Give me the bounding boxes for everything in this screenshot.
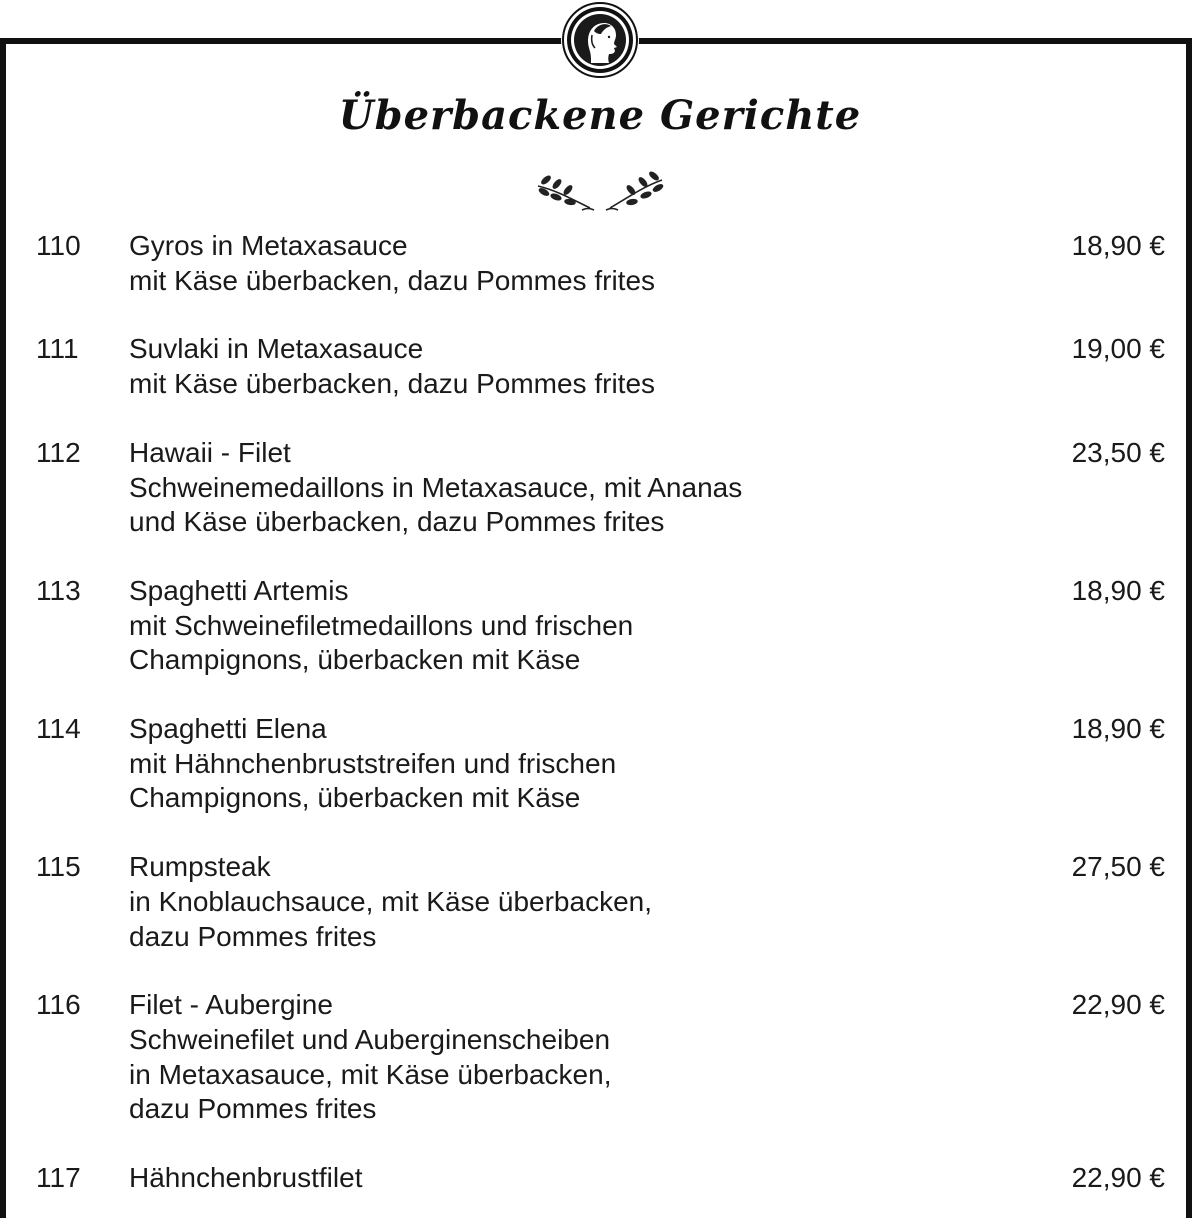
item-name: Spaghetti Elena — [129, 713, 327, 745]
item-price: 19,00 € — [1071, 333, 1165, 365]
menu-item-111 — [0, 332, 1200, 401]
menu-item-113 — [0, 574, 1200, 678]
item-price: 22,90 € — [1071, 1162, 1165, 1194]
menu-list — [0, 229, 1200, 1230]
item-price: 18,90 € — [1071, 574, 1165, 606]
item-price: 27,50 € — [1071, 851, 1165, 883]
item-number: 115 — [36, 851, 81, 883]
menu-item-117 — [0, 1161, 1200, 1196]
item-number: 110 — [36, 230, 81, 261]
item-number: 111 — [36, 333, 79, 365]
item-number: 112 — [36, 436, 81, 468]
menu-item-112 — [0, 436, 1200, 540]
item-price: 22,90 € — [1071, 989, 1165, 1021]
item-name: Hawaii - Filet — [129, 436, 291, 468]
menu-item-116 — [0, 988, 1200, 1127]
item-number: 116 — [36, 989, 81, 1021]
page-title: Überbackene Gerichte — [338, 92, 862, 139]
item-name: Hähnchenbrustfilet — [129, 1162, 363, 1194]
item-description: in Knoblauchsauce, mit Käse überbacken, dazu Pommes frites — [129, 885, 652, 952]
item-price: 23,50 € — [1071, 436, 1165, 468]
item-price: 18,90 € — [1071, 713, 1165, 745]
item-description: Schweinefilet und Auberginenscheiben in Metaxasauce, mit Käse überbacken, dazu Pommes frites — [129, 1023, 612, 1125]
item-description: mit Käse überbacken, dazu Pommes frites — [129, 264, 656, 296]
item-description: mit Hähnchenbruststreifen und frischen Champignons, überbacken mit Käse — [129, 747, 617, 814]
item-description: mit Käse überbacken, dazu Pommes frites — [129, 368, 656, 400]
item-number: 117 — [36, 1162, 81, 1194]
item-number: 113 — [36, 574, 81, 606]
olive-branch-ornament-icon — [530, 170, 670, 214]
menu-item-115 — [0, 850, 1200, 954]
item-description: mit Schweinefiletmedaillons und frischen Champignons, überbacken mit Käse — [129, 609, 634, 676]
item-number: 114 — [36, 713, 81, 745]
item-price: 18,90 € — [1071, 230, 1165, 261]
menu-item-110 — [0, 229, 1200, 298]
item-name: Gyros in Metaxasauce — [129, 230, 408, 261]
greek-goddess-medallion-icon — [561, 1, 639, 79]
item-name: Suvlaki in Metaxasauce — [129, 333, 424, 365]
item-name: Filet - Aubergine — [129, 989, 333, 1021]
item-name: Spaghetti Artemis — [129, 574, 349, 606]
menu-item-114 — [0, 712, 1200, 816]
item-description: Schweinemedaillons in Metaxasauce, mit Ananas und Käse überbacken, dazu Pommes frites — [129, 471, 743, 538]
item-name: Rumpsteak — [129, 851, 271, 883]
